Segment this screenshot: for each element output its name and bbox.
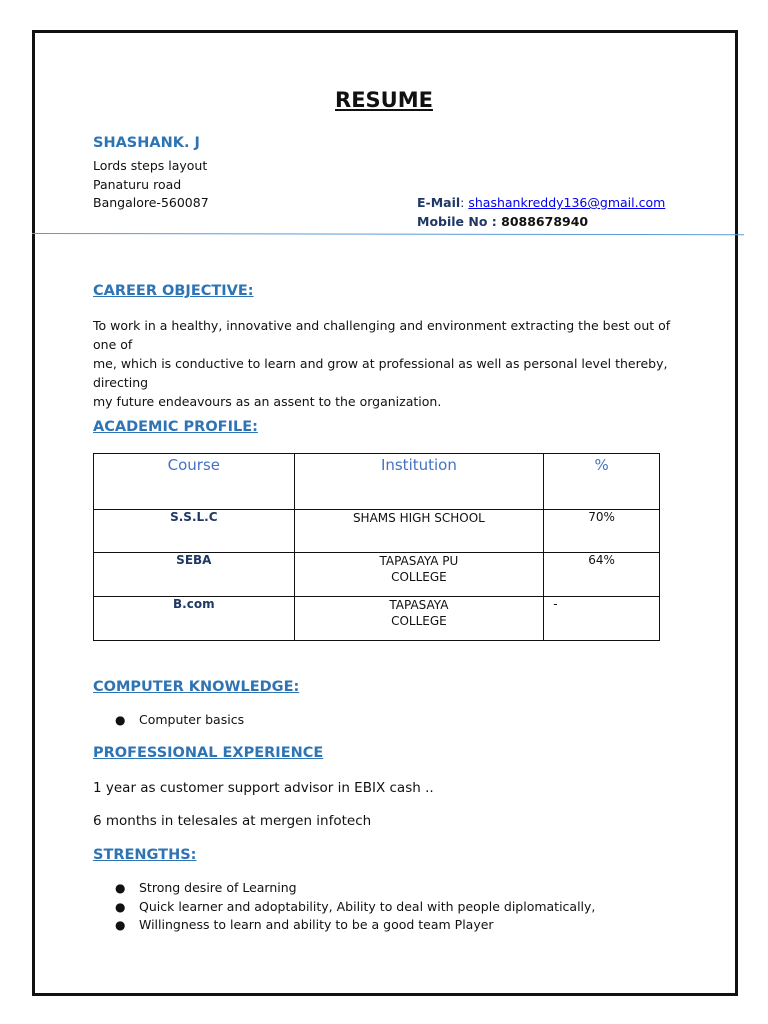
address-line-3: Bangalore-560087 xyxy=(93,195,209,210)
table-header-row xyxy=(94,454,660,510)
career-objective-heading: CAREER OBJECTIVE: xyxy=(93,283,254,299)
bullet-icon: ● xyxy=(115,918,126,932)
email-label: E-Mail xyxy=(417,195,461,210)
percent-cell: - xyxy=(544,597,660,641)
column-header-institution: Institution xyxy=(294,454,544,510)
list-item-text: Strong desire of Learning xyxy=(139,880,297,895)
table-row xyxy=(94,510,660,553)
list-item xyxy=(93,916,595,935)
column-header-course: Course xyxy=(94,454,295,510)
experience-item-1: 1 year as customer support advisor in EBIX cash .. xyxy=(93,780,434,796)
institution-line: TAPASAYA xyxy=(389,598,449,612)
computer-knowledge-heading: COMPUTER KNOWLEDGE: xyxy=(93,679,300,695)
column-header-percent: % xyxy=(544,454,660,510)
address-line-1: Lords steps layout xyxy=(93,158,208,173)
course-cell: B.com xyxy=(94,597,295,641)
list-item xyxy=(93,898,595,917)
objective-line-1: To work in a healthy, innovative and challenging and environment extracting the best out of one of xyxy=(93,318,671,352)
email-row: E-Mail: shashankreddy136@gmail.com xyxy=(417,195,666,210)
table-row xyxy=(94,597,660,641)
list-item xyxy=(93,879,595,898)
list-item xyxy=(93,711,244,730)
career-objective-text xyxy=(93,316,683,411)
list-item-text: Quick learner and adoptability, Ability to deal with people diplomatically, xyxy=(139,898,596,914)
percent-cell: 64% xyxy=(544,553,660,597)
strengths-list xyxy=(93,879,595,935)
computer-knowledge-list xyxy=(93,711,244,730)
institution-line: SHAMS HIGH SCHOOL xyxy=(352,511,485,525)
objective-line-3: my future endeavours as an assent to the organization. xyxy=(93,394,442,409)
professional-experience-heading: PROFESSIONAL EXPERIENCE xyxy=(93,745,324,761)
candidate-name: SHASHANK. J xyxy=(93,135,200,151)
academic-table xyxy=(93,453,660,641)
document-title: RESUME xyxy=(335,88,433,112)
bullet-icon: ● xyxy=(115,899,126,914)
institution-line: COLLEGE xyxy=(391,614,447,628)
email-link[interactable]: shashankreddy136@gmail.com xyxy=(468,195,666,210)
institution-cell xyxy=(294,597,544,641)
list-item-text: Willingness to learn and ability to be a good team Player xyxy=(139,917,494,932)
address-line-2: Panaturu road xyxy=(93,177,182,192)
bullet-icon: ● xyxy=(115,713,126,727)
table-row xyxy=(94,553,660,597)
list-item-text: Computer basics xyxy=(139,712,245,727)
institution-cell xyxy=(294,510,544,553)
course-cell: SEBA xyxy=(94,553,295,597)
academic-profile-heading: ACADEMIC PROFILE: xyxy=(93,419,258,435)
institution-line: TAPASAYA PU xyxy=(379,554,459,568)
mobile-label: Mobile No : xyxy=(417,214,497,229)
institution-cell xyxy=(294,553,544,597)
bullet-icon: ● xyxy=(115,881,126,895)
mobile-row xyxy=(417,214,588,229)
experience-item-2: 6 months in telesales at mergen infotech xyxy=(93,813,372,829)
percent-cell: 70% xyxy=(544,510,660,553)
mobile-number: 8088678940 xyxy=(501,214,589,229)
strengths-heading: STRENGTHS: xyxy=(93,847,197,863)
objective-line-2: me, which is conductive to learn and grow at professional as well as personal level thereby, directing xyxy=(93,356,668,390)
course-cell: S.S.L.C xyxy=(94,510,295,553)
institution-line: COLLEGE xyxy=(391,570,447,584)
